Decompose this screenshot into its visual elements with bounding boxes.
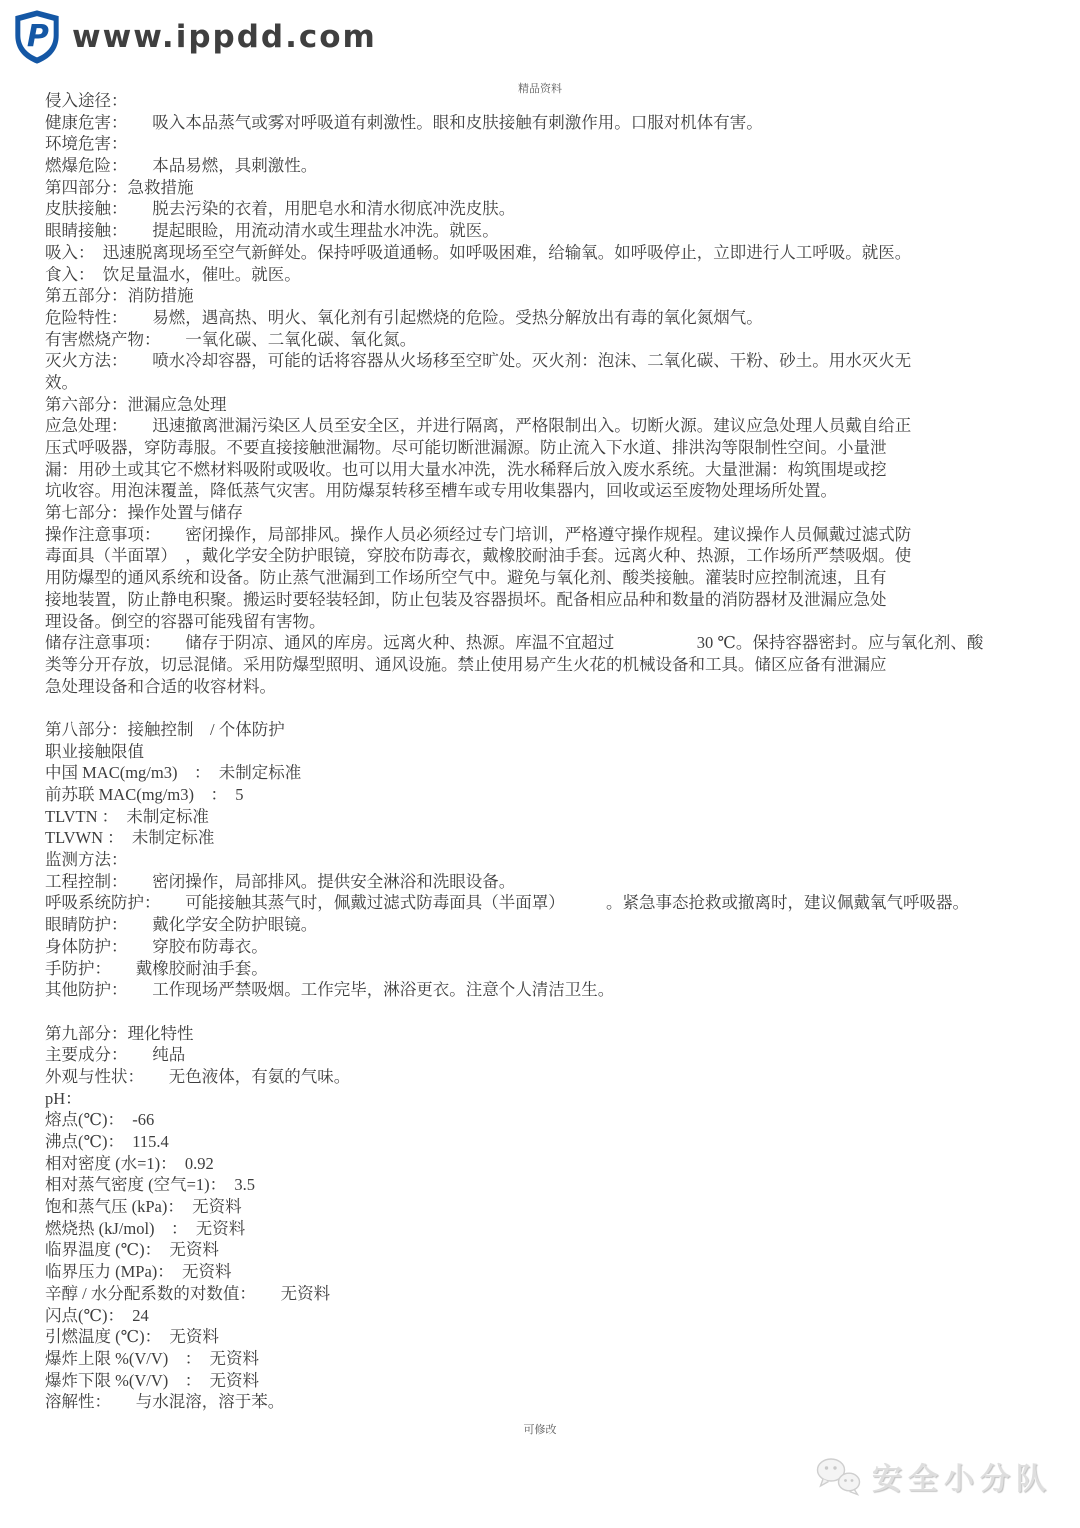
doc-line: 燃爆危险： 本品易燃，具刺激性。: [45, 156, 318, 176]
doc-line: 工程控制： 密闭操作，局部排风。提供安全淋浴和洗眼设备。: [45, 871, 516, 891]
shield-p-logo-icon: [12, 8, 62, 66]
doc-line: 前苏联 MAC(mg/m3) ： 5: [45, 785, 244, 804]
doc-line: 溶解性： 与水混溶，溶于苯。: [45, 1392, 285, 1412]
watermark: [814, 1454, 1052, 1498]
doc-line: 辛醇 / 水分配系数的对数值： 无资料: [45, 1283, 331, 1303]
doc-line: 职业接触限值: [45, 741, 144, 761]
doc-line: 环境危害：: [45, 134, 128, 154]
site-logo-text: www.ippdd.com: [72, 19, 377, 55]
doc-line: 第六部分：泄漏应急处理: [45, 394, 227, 414]
doc-line: TLVWN ： 未制定标准: [45, 828, 215, 848]
doc-line: 灭火方法： 喷水冷却容器，可能的话将容器从火场移至空旷处。灭火剂：泡沫、二氧化碳、干粉、砂土。用水灭火无: [45, 351, 912, 371]
doc-blank-line: [45, 697, 1050, 719]
doc-line: TLVTN ： 未制定标准: [45, 806, 209, 826]
wechat-icon: [814, 1456, 862, 1496]
doc-line: 漏：用砂土或其它不燃材料吸附或吸收。也可以用大量水冲洗，洗水稀释后放入废水系统。大量泄漏：构筑围堤或挖: [45, 459, 887, 479]
doc-line: 相对密度 (水=1)： 0.92: [45, 1153, 214, 1173]
doc-line: 呼吸系统防护： 可能接触其蒸气时，佩戴过滤式防毒面具（半面罩） 。紧急事态抢救或撤离时，建议佩戴氧气呼吸器。: [45, 893, 969, 913]
doc-line: 危险特性： 易燃，遇高热、明火、氧化剂有引起燃烧的危险。受热分解放出有毒的氧化氮烟气。: [45, 307, 763, 327]
doc-line: 应急处理： 迅速撤离泄漏污染区人员至安全区，并进行隔离，严格限制出入。切断火源。建议应急处理人员戴自给正: [45, 416, 912, 436]
doc-line: 用防爆型的通风系统和设备。防止蒸气泄漏到工作场所空气中。避免与氧化剂、酸类接触。灌装时应控制流速，且有: [45, 568, 887, 588]
doc-line: 主要成分： 纯品: [45, 1045, 186, 1065]
doc-line: 相对蒸气密度 (空气=1)： 3.5: [45, 1175, 256, 1195]
doc-line: 中国 MAC(mg/m3) ： 未制定标准: [45, 763, 302, 783]
svg-text:P: P: [26, 19, 49, 55]
doc-line: 身体防护： 穿胶布防毒衣。: [45, 936, 268, 956]
doc-line: 眼睛接触： 提起眼睑，用流动清水或生理盐水冲洗。就医。: [45, 221, 499, 241]
doc-line: 侵入途径：: [45, 91, 128, 110]
doc-line: 坑收容。用泡沫覆盖，降低蒸气灾害。用防爆泵转移至槽车或专用收集器内，回收或运至废物处理场所处置。: [45, 481, 837, 501]
document-body: [45, 90, 1050, 1413]
doc-line: 第七部分：操作处置与储存: [45, 503, 243, 523]
doc-line: 吸入： 迅速脱离现场至空气新鲜处。保持呼吸道通畅。如呼吸困难，给输氧。如呼吸停止，立即进行人工呼吸。就医。: [45, 242, 912, 262]
doc-line: 爆炸下限 %(V/V) ： 无资料: [45, 1370, 260, 1390]
doc-line: 操作注意事项： 密闭操作，局部排风。操作人员必须经过专门培训，严格遵守操作规程。建议操作人员佩戴过滤式防: [45, 524, 912, 544]
doc-line: 储存注意事项： 储存于阴凉、通风的库房。远离火种、热源。库温不宜超过 30 ℃。保持容器密封。应与氧化剂、酸: [45, 633, 984, 653]
doc-line: 熔点(℃)： -66: [45, 1110, 155, 1130]
doc-line: 类等分开存放，切忌混储。采用防爆型照明、通风设施。禁止使用易产生火花的机械设备和工具。储区应备有泄漏应: [45, 654, 887, 674]
doc-line: 临界压力 (MPa)： 无资料: [45, 1262, 232, 1282]
doc-line: 第九部分：理化特性: [45, 1023, 194, 1043]
doc-line: 临界温度 (℃)： 无资料: [45, 1240, 219, 1260]
doc-line: 手防护： 戴橡胶耐油手套。: [45, 958, 268, 978]
doc-line: 效。: [45, 372, 78, 392]
doc-line: 皮肤接触： 脱去污染的衣着，用肥皂水和清水彻底冲洗皮肤。: [45, 199, 516, 219]
doc-line: 其他防护： 工作现场严禁吸烟。工作完毕，淋浴更衣。注意个人清洁卫生。: [45, 980, 615, 1000]
footer-note: 可修改: [523, 1424, 557, 1436]
doc-line: 第八部分：接触控制 / 个体防护: [45, 719, 285, 739]
doc-line: 第五部分：消防措施: [45, 286, 194, 306]
doc-blank-line: [45, 1001, 1050, 1023]
site-logo[interactable]: [12, 8, 377, 66]
doc-line: 闪点(℃)： 24: [45, 1305, 149, 1325]
doc-line: 眼睛防护： 戴化学安全防护眼镜。: [45, 915, 318, 935]
doc-line: 爆炸上限 %(V/V) ： 无资料: [45, 1348, 260, 1368]
doc-line: 毒面具（半面罩） ，戴化学安全防护眼镜，穿胶布防毒衣，戴橡胶耐油手套。远离火种、热源，工作场所严禁吸烟。使: [45, 546, 912, 566]
doc-line: 有害燃烧产物： 一氧化碳、二氧化碳、氧化氮。: [45, 329, 417, 349]
doc-line: 饱和蒸气压 (kPa)： 无资料: [45, 1197, 242, 1217]
doc-line: 压式呼吸器，穿防毒服。不要直接接触泄漏物。尽可能切断泄漏源。防止流入下水道、排洪沟等限制性空间。小量泄: [45, 438, 887, 457]
top-center-note: 精品资料: [518, 83, 562, 95]
doc-line: 外观与性状： 无色液体，有氨的气味。: [45, 1066, 351, 1086]
doc-line: 食入： 饮足量温水，催吐。就医。: [45, 264, 301, 284]
doc-line: 监测方法：: [45, 850, 128, 870]
doc-line: 急处理设备和合适的收容材料。: [45, 676, 276, 696]
doc-line: 沸点(℃)： 115.4: [45, 1132, 169, 1151]
doc-line: 引燃温度 (℃)： 无资料: [45, 1327, 219, 1347]
doc-line: 健康危害： 吸入本品蒸气或雾对呼吸道有刺激性。眼和皮肤接触有刺激作用。口服对机体有害。: [45, 112, 763, 132]
doc-line: 理设备。倒空的容器可能残留有害物。: [45, 611, 326, 631]
doc-line: 燃烧热 (kJ/mol) ： 无资料: [45, 1218, 246, 1238]
watermark-text: 安全小分队: [872, 1463, 1052, 1496]
doc-line: 接地装置，防止静电积聚。搬运时要轻装轻卸，防止包装及容器损坏。配备相应品种和数量的消防器材及泄漏应急处: [45, 589, 887, 609]
doc-line: 第四部分：急救措施: [45, 177, 194, 197]
doc-line: pH：: [45, 1088, 82, 1108]
